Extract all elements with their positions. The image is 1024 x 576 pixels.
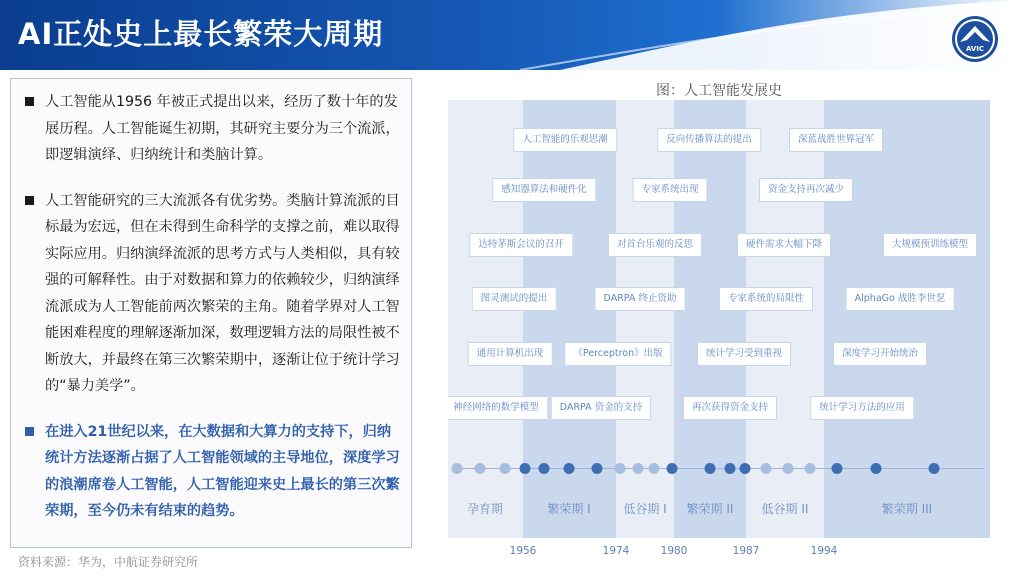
timeline-dot	[452, 463, 463, 474]
year-label: 1987	[732, 545, 760, 557]
event-chip: 专家系统出现	[632, 178, 707, 202]
timeline-dot	[725, 463, 736, 474]
timeline-dot	[871, 463, 882, 474]
timeline-dot	[805, 463, 816, 474]
timeline-dot	[761, 463, 772, 474]
timeline-dot	[615, 463, 626, 474]
event-chip: 感知器算法和硬件化	[492, 178, 596, 202]
event-chip: 深度学习开始统治	[833, 342, 927, 366]
period-label: 繁荣期 II	[686, 502, 734, 516]
event-chip: AlphaGo 战胜李世乭	[846, 287, 955, 311]
event-chip: 神经网络的数学模型	[448, 396, 548, 420]
avic-logo-icon	[950, 14, 1000, 64]
timeline-dot	[705, 463, 716, 474]
timeline-dot	[564, 463, 575, 474]
svg-text:AVIC: AVIC	[965, 45, 985, 53]
event-chip: 反向传播算法的提出	[657, 128, 761, 152]
event-chip: 《Perceptron》出版	[564, 342, 671, 366]
source-note: 资料来源：华为，中航证券研究所	[18, 555, 199, 569]
square-bullet-icon	[25, 97, 34, 106]
bullet-item	[21, 89, 401, 169]
figure-title: 图：人工智能发展史	[656, 83, 782, 99]
timeline-dot	[667, 463, 678, 474]
timeline-dot	[520, 463, 531, 474]
text-panel	[10, 78, 412, 548]
event-chip: 大规模预训练模型	[883, 233, 977, 257]
event-chip: 通用计算机出现	[468, 342, 553, 366]
event-chip: DARPA 资金的支持	[551, 396, 651, 420]
event-chip: 资金支持再次减少	[759, 178, 853, 202]
year-label: 1980	[660, 545, 688, 557]
event-chip: 专家系统的局限性	[719, 287, 813, 311]
year-label: 1956	[509, 545, 537, 557]
timeline-dot	[539, 463, 550, 474]
timeline-axis	[454, 468, 984, 469]
event-chip: 图灵测试的提出	[472, 287, 557, 311]
band-boom-3	[824, 100, 990, 538]
period-label: 繁荣期 I	[547, 502, 591, 516]
band-trough-1	[616, 100, 674, 538]
timeline-dot	[783, 463, 794, 474]
bullet-text: 人工智能研究的三大流派各有优劣势。类脑计算流派的目标最为宏远，但在未得到生命科学的支撑之前，难以取得实际应用。归纳演绎流派的思考方式与人类相似，具有较强的可解释性。由于对数据和算力的依赖较少，归纳演绎流派成为人工智能前两次繁荣的主角。随着学界对人工智能困难程度的理解逐渐加深，数理逻辑方法的局限性被不断放大，并最终在第三次繁荣期中，逐渐让位于统计学习的“暴力美学”。	[45, 192, 400, 394]
timeline-dot	[740, 463, 751, 474]
square-bullet-icon	[25, 196, 34, 205]
timeline-dot	[832, 463, 843, 474]
event-chip: 硬件需求大幅下降	[737, 233, 831, 257]
bullet-item-emphasis	[21, 419, 401, 525]
event-chip: 人工智能的乐观思潮	[513, 128, 617, 152]
event-chip: 统计学习受到重视	[697, 342, 791, 366]
timeline-dot	[929, 463, 940, 474]
bullet-text: 人工智能从1956 年被正式提出以来，经历了数十年的发展历程。人工智能诞生初期，其研究主要分为三个流派，即逻辑演绎、归纳统计和类脑计算。	[45, 94, 400, 163]
event-chip: 达特茅斯会议的召开	[469, 233, 573, 257]
event-chip: 对首台乐观的反思	[608, 233, 702, 257]
event-chip: DARPA 终止资助	[595, 287, 686, 311]
timeline-dot	[592, 463, 603, 474]
ai-history-timeline	[448, 100, 990, 538]
period-label: 繁荣期 III	[881, 502, 933, 516]
year-label: 1974	[602, 545, 630, 557]
timeline-dot	[649, 463, 660, 474]
header-banner	[0, 0, 1024, 70]
timeline-dot	[633, 463, 644, 474]
timeline-dot	[475, 463, 486, 474]
event-chip: 深蓝战胜世界冠军	[789, 128, 883, 152]
period-label: 低谷期 II	[761, 502, 809, 516]
event-chip: 统计学习方法的应用	[810, 396, 914, 420]
period-label: 低谷期 I	[623, 502, 667, 516]
timeline-dot	[500, 463, 511, 474]
event-chip: 再次获得资金支持	[683, 396, 777, 420]
year-label: 1994	[810, 545, 838, 557]
bullet-text: 在进入21世纪以来，在大数据和大算力的支持下，归纳统计方法逐渐占据了人工智能领域的主导地位，深度学习的浪潮席卷人工智能，人工智能迎来史上最长的第三次繁荣期，至今仍未有结束的趋势。	[45, 423, 400, 519]
bullet-item	[21, 188, 401, 400]
page-title: AI正处史上最长繁荣大周期	[18, 17, 384, 51]
period-label: 孕育期	[466, 502, 504, 516]
square-bullet-icon	[25, 427, 34, 436]
